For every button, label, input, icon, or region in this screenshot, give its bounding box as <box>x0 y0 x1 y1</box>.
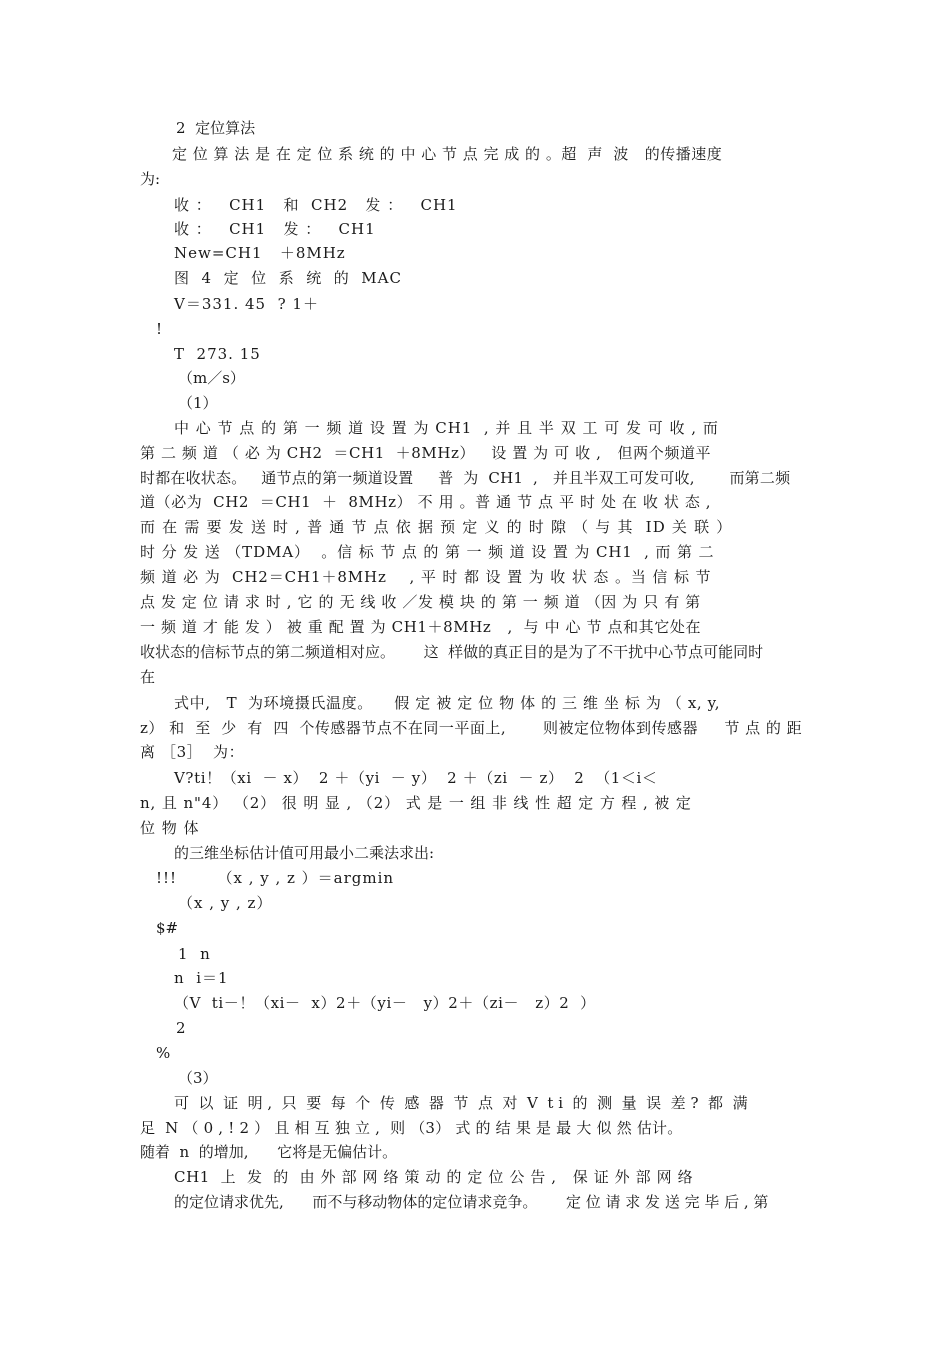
text-line: 时都在收状态。 通节点的第一频道设置 普 为 CH1 , 并且半双工可发可收, 而第二频 <box>140 469 791 487</box>
text-line: 道（必为 CH2 ＝CH1 ＋ 8MHz） 不 用 。普 通 节 点 平 时 处 在 收 状 态 , <box>140 493 712 511</box>
formula-unit: （m／s） <box>178 369 245 387</box>
text-line: n, 且 n"4） （2） 很 明 显 , （2） 式 是 一 组 非 线 性 超 定 方 程 , 被 定 <box>140 794 692 812</box>
text-line: 足 N （ 0 , ! 2 ） 且 相 互 独 立 , 则 （3） 式 的 结 果 是 最 大 似 然 估计。 <box>140 1119 683 1137</box>
formula-line: !!! （x , y , z ）＝argmin <box>156 869 395 887</box>
text-line: 时 分 发 送 （TDMA） 。信 标 节 点 的 第 一 频 道 设 置 为 CH1 , 而 第 二 <box>140 543 715 561</box>
text-line: 点 发 定 位 请 求 时 , 它 的 无 线 收 ／发 模 块 的 第 一 频 道 （因 为 只 有 第 <box>140 593 701 611</box>
formula-symbol: ! <box>156 320 163 338</box>
equation-number: （3） <box>178 1069 218 1087</box>
text-line: 随着 n 的增加, 它将是无偏估计。 <box>140 1143 398 1161</box>
formula-line: （V ti－！（xi－ x）2＋（yi－ y）2＋（zi－ z）2 ） <box>174 994 596 1012</box>
formula-line: T 273. 15 <box>174 345 261 363</box>
text-line: New=CH1 ＋8MHz <box>174 244 346 262</box>
text-line: 离 ［3］ 为： <box>140 743 245 761</box>
text-line: 式中, T 为环境摄氏温度。 假 定 被 定 位 物 体 的 三 维 坐 标 为 （ x, y, <box>174 694 721 712</box>
section-heading: 2 定位算法 <box>176 119 256 137</box>
formula-line: V?ti！（xi － x） 2 ＋（yi － y） 2 ＋（zi － z） 2 （1＜i＜ <box>174 769 658 787</box>
text-line: 的三维坐标估计值可用最小二乘法求出: <box>174 844 435 862</box>
text-line: 位 物 体 <box>140 819 200 837</box>
formula-symbol: $# <box>156 919 179 937</box>
text-line: 可 以 证 明 , 只 要 每 个 传 感 器 节 点 对 V t i 的 测 量 误 差 ? 都 满 <box>174 1094 748 1112</box>
formula-line: n i＝1 <box>174 969 229 987</box>
text-line: 收 ： CH1 发 ： CH1 <box>174 220 376 238</box>
text-line: 为: <box>140 170 161 188</box>
equation-number: （1） <box>178 394 218 412</box>
formula-line: 1 n <box>178 945 211 963</box>
text-line: 的定位请求优先, 而不与移动物体的定位请求竞争。 定 位 请 求 发 送 完 毕 后 , 第 <box>174 1193 769 1211</box>
text-line: CH1 上 发 的 由 外 部 网 络 策 动 的 定 位 公 告 , 保 证 外 部 网 络 <box>174 1168 694 1186</box>
text-line: 频 道 必 为 CH2＝CH1＋8MHz , 平 时 都 设 置 为 收 状 态 。当 信 标 节 <box>140 568 712 586</box>
figure-caption: 图 4 定 位 系 统 的 MAC <box>174 269 402 287</box>
formula-line: （x , y , z） <box>178 894 273 912</box>
text-line: z） 和 至 少 有 四 个传感器节点不在同一平面上, 则被定位物体到传感器 节 点 的 距 <box>140 719 803 737</box>
text-line: 收状态的信标节点的第二频道相对应。 这 样做的真正目的是为了不干扰中心节点可能同时 <box>140 643 764 661</box>
text-line: 中 心 节 点 的 第 一 频 道 设 置 为 CH1 , 并 且 半 双 工 可 发 可 收 , 而 <box>174 419 719 437</box>
text-line: 在 <box>140 668 156 686</box>
formula-line: 2 <box>176 1019 186 1037</box>
formula-line: V＝331. 45 ? 1＋ <box>174 295 319 313</box>
text-line: 收 ： CH1 和 CH2 发 ： CH1 <box>174 196 458 214</box>
text-line: 而 在 需 要 发 送 时 , 普 通 节 点 依 据 预 定 义 的 时 隙 （ 与 其 ID 关 联 ） <box>140 518 733 536</box>
text-line: 第 二 频 道 （ 必 为 CH2 ＝CH1 ＋8MHz） 设 置 为 可 收 , 但两个频道平 <box>140 444 712 462</box>
formula-symbol: % <box>156 1044 171 1062</box>
text-line: 定 位 算 法 是 在 定 位 系 统 的 中 心 节 点 完 成 的 。超 声 波 的传播速度 <box>172 145 723 163</box>
text-line: 一 频 道 才 能 发 ） 被 重 配 置 为 CH1＋8MHz , 与 中 心 节 点和其它处在 <box>140 618 702 636</box>
